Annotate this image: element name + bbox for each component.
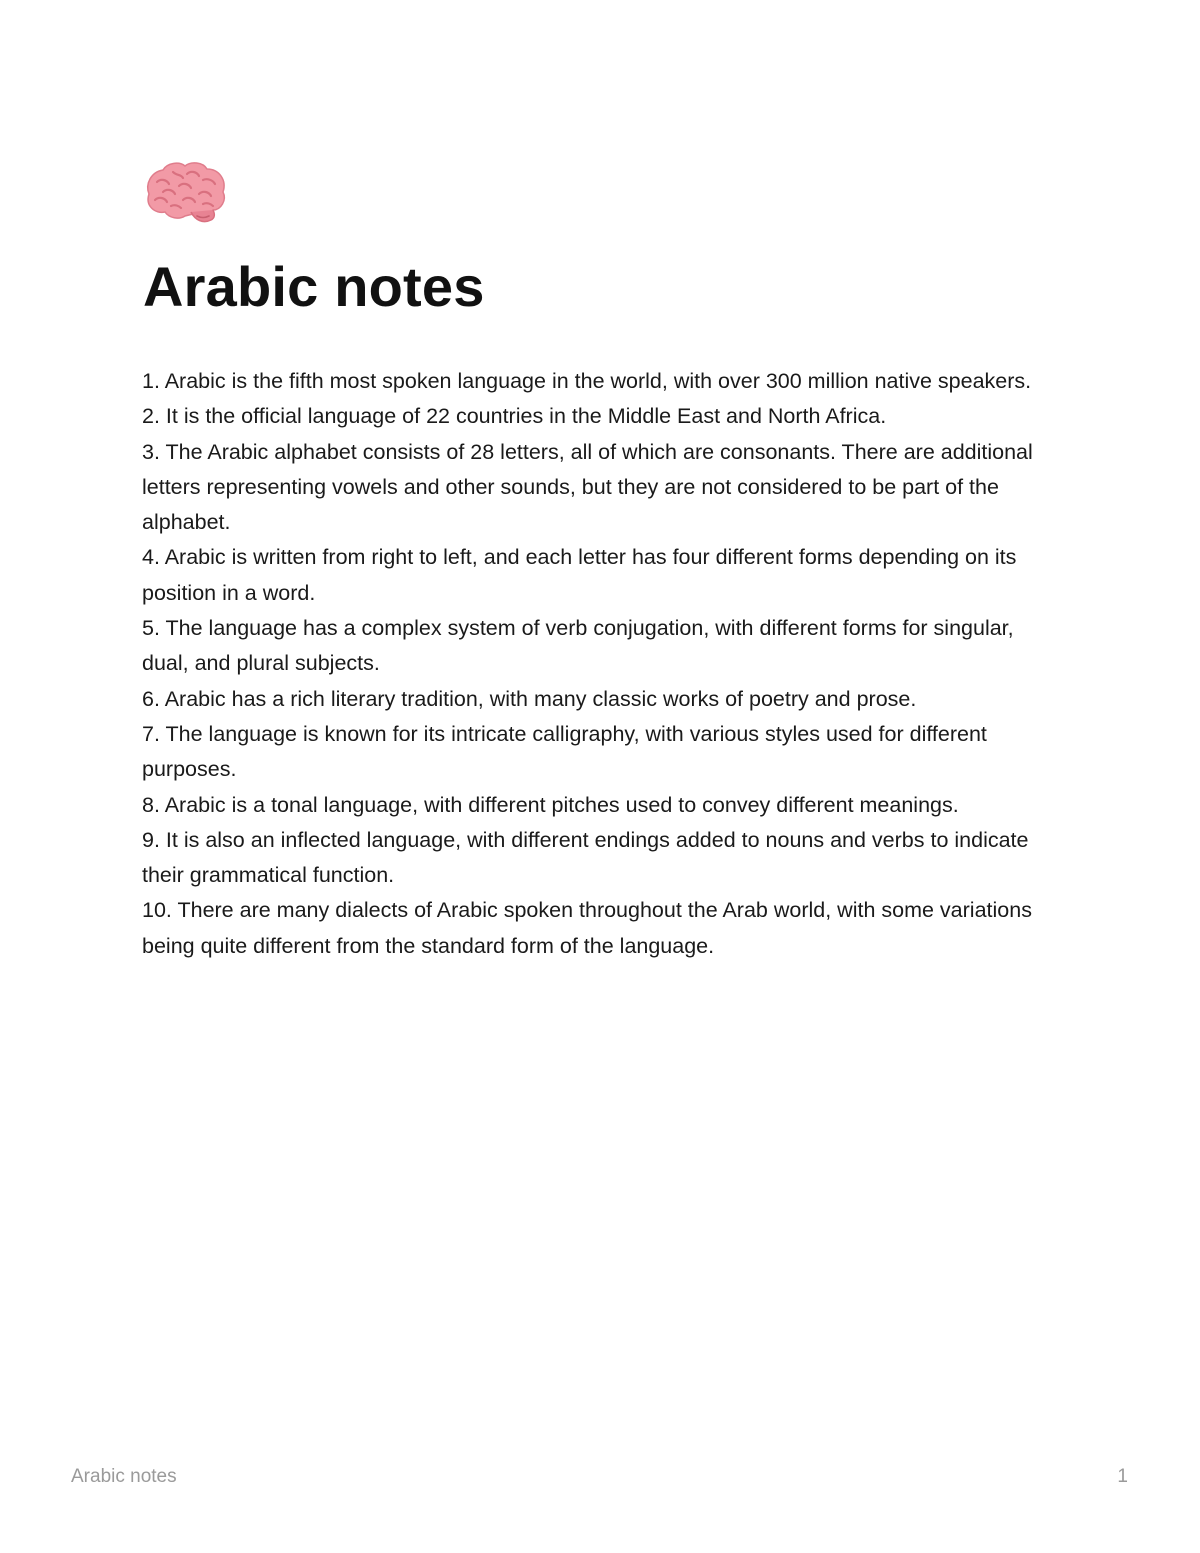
note-item: 8. Arabic is a tonal language, with different pitches used to convey different meanings. [142,792,959,817]
note-item: 5. The language has a complex system of verb conjugation, with different forms for singular, dual, and plural subjects. [142,616,1014,676]
note-item: 2. It is the official language of 22 countries in the Middle East and North Africa. [142,404,887,429]
note-item: 3. The Arabic alphabet consists of 28 letters, all of which are consonants. There are additional letters representing vowels and other sounds, but they are not considered to be part of the alphabet. [142,439,1033,535]
note-item: 9. It is also an inflected language, with different endings added to nouns and verbs to indicate their grammatical function. [142,827,1029,888]
footer-page-number: 1 [1117,1466,1128,1487]
note-item: 6. Arabic has a rich literary tradition, with many classic works of poetry and prose. [142,686,917,711]
note-item: 1. Arabic is the fifth most spoken language in the world, with over 300 million native speakers. [142,369,1032,393]
brain-icon [143,160,227,226]
notes-list [142,364,1052,964]
note-item: 7. The language is known for its intricate calligraphy, with various styles used for different purposes. [142,721,987,782]
note-item: 4. Arabic is written from right to left, and each letter has four different forms depending on its position in a word. [142,545,1017,605]
page-title: Arabic notes [143,255,485,318]
note-item: 10. There are many dialects of Arabic spoken throughout the Arab world, with some variations being quite different from the standard form of the language. [142,898,1032,958]
footer-document-title: Arabic notes [71,1466,177,1487]
